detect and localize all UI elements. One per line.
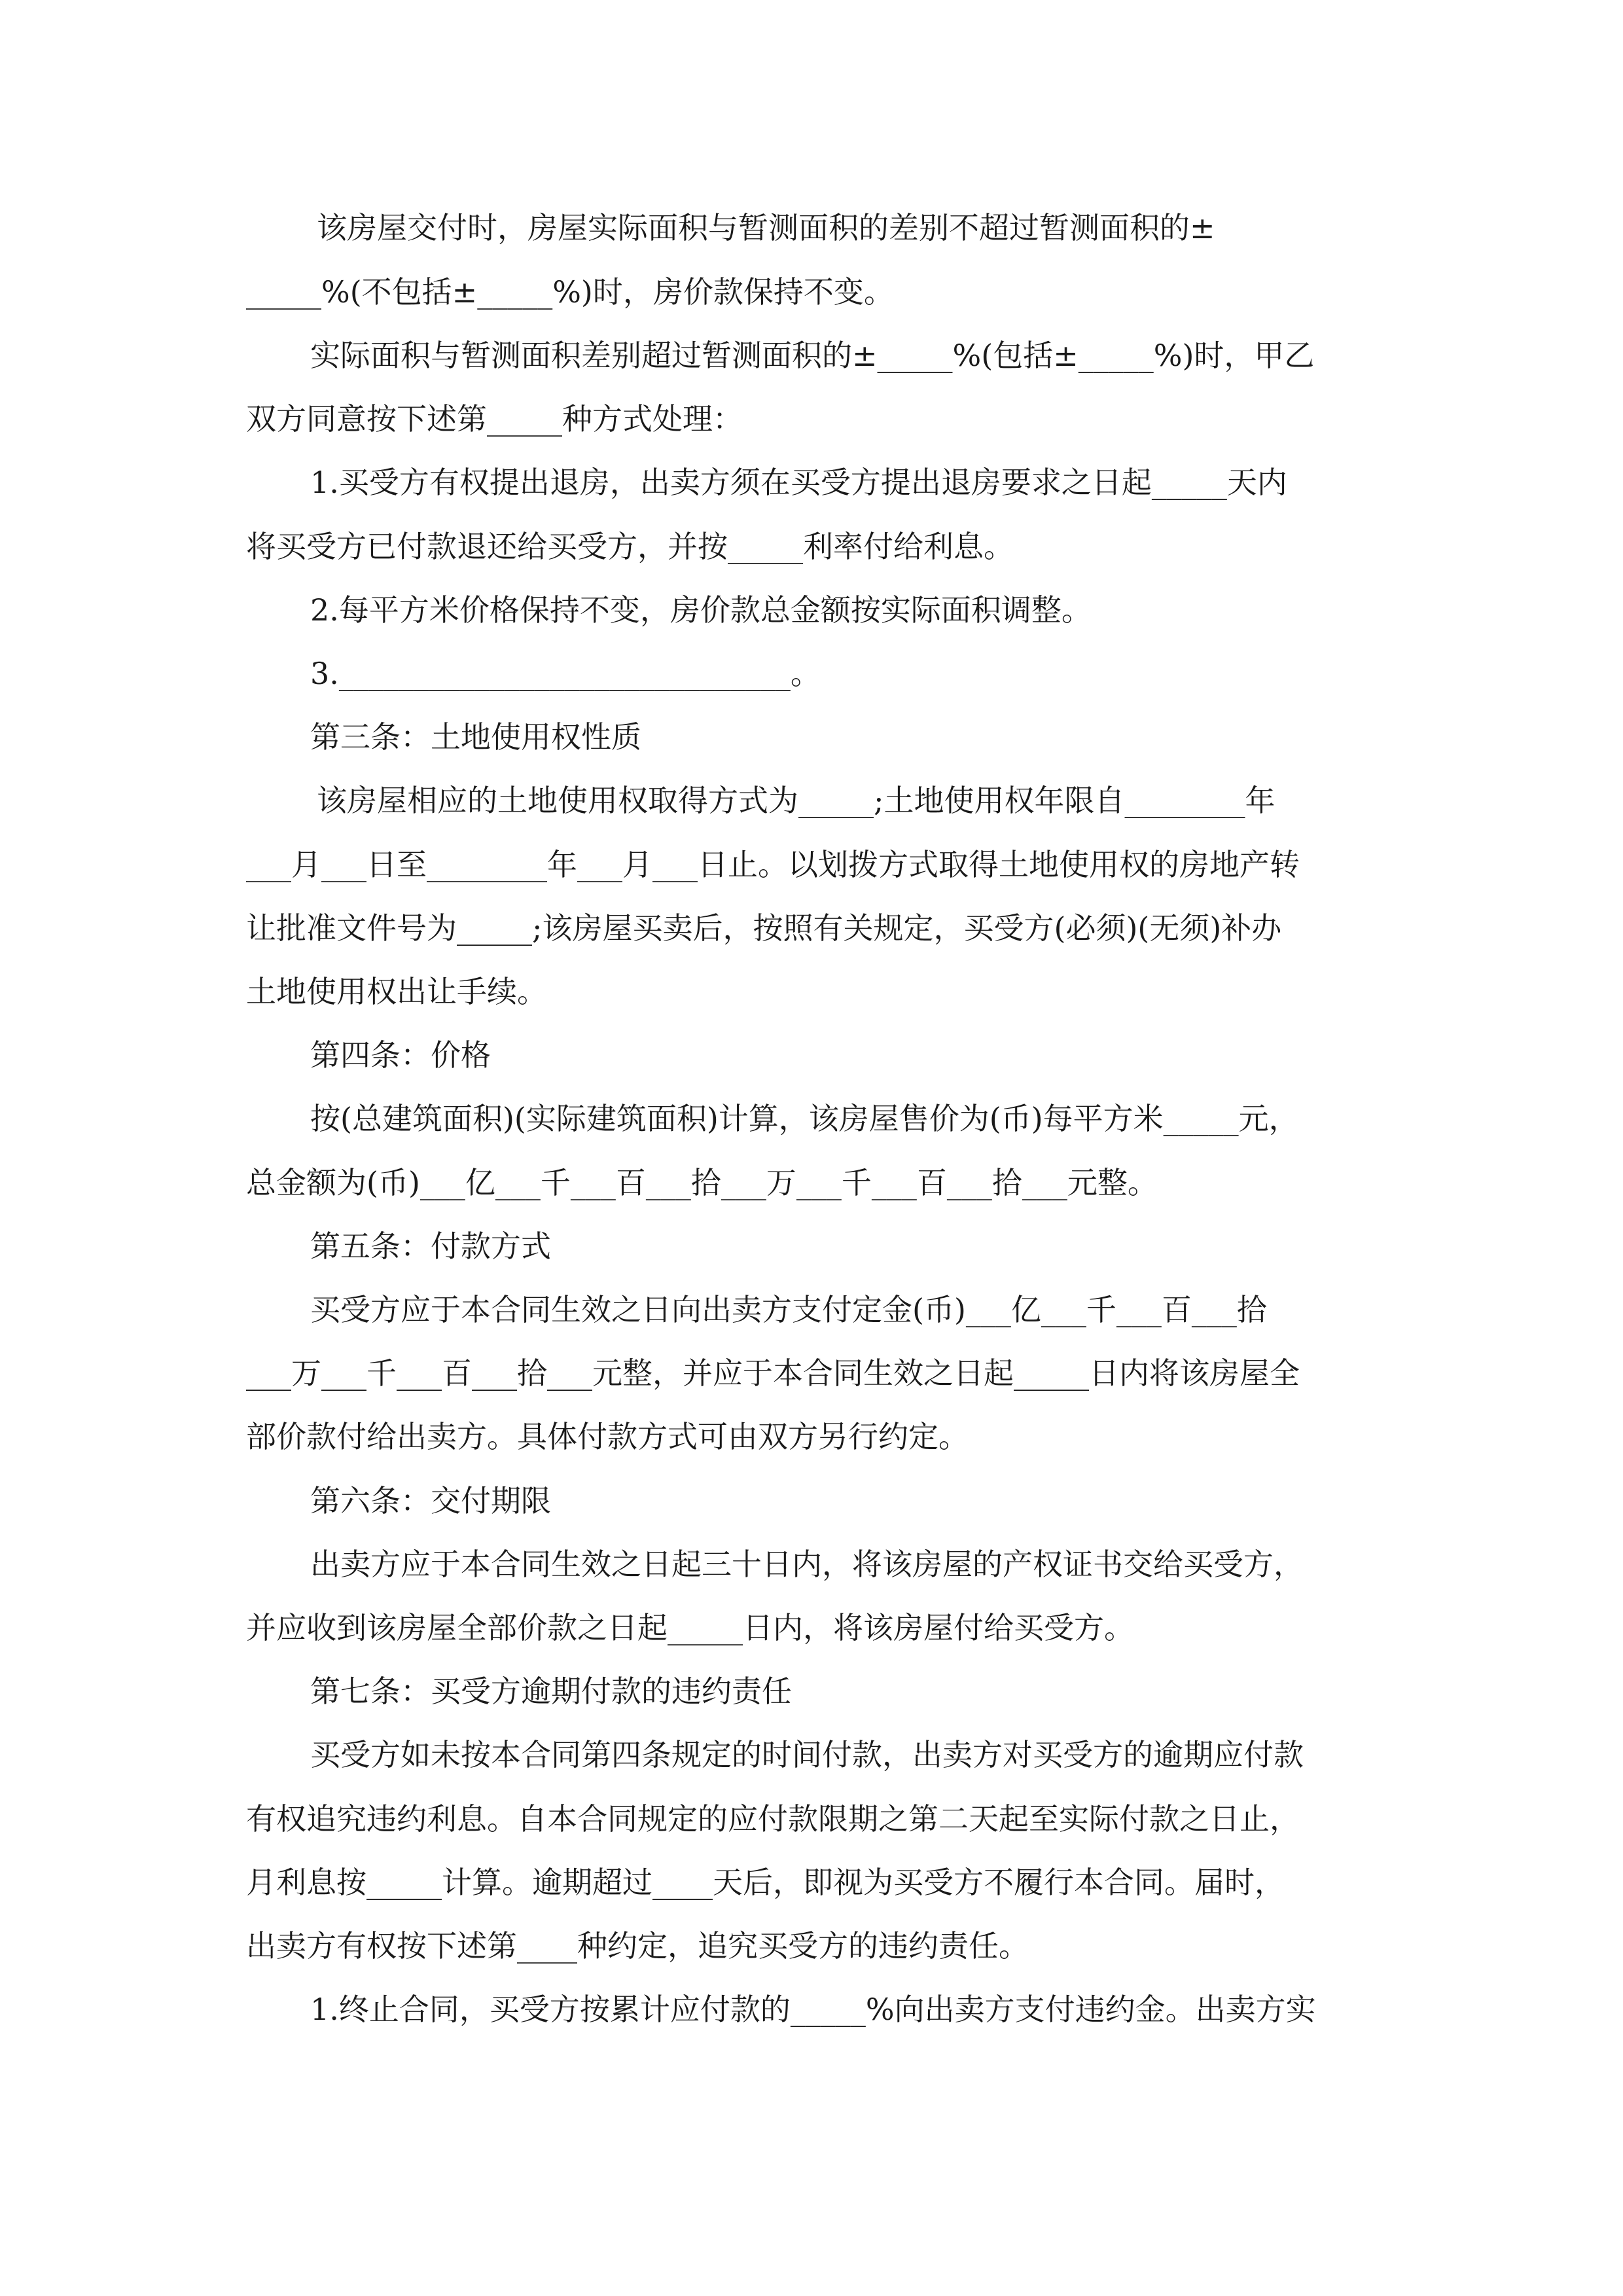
text-line: 1.买受方有权提出退房，出卖方须在买受方提出退房要求之日起_____天内 [310, 465, 1287, 500]
text-line: 出卖方有权按下述第____种约定，追究买受方的违约责任。 [246, 1928, 1029, 1964]
text-line: 并应收到该房屋全部价款之日起_____日内，将该房屋付给买受方。 [246, 1610, 1134, 1645]
text-line: 买受方应于本合同生效之日向出卖方支付定金(币)___亿___千___百___拾 [310, 1292, 1267, 1327]
text-line: 总金额为(币)___亿___千___百___拾___万___千___百___拾___元整。 [246, 1165, 1158, 1200]
text-line: 让批准文件号为_____;该房屋买卖后，按照有关规定，买受方(必须)(无须)补办 [246, 910, 1282, 946]
text-line: 将买受方已付款退还给买受方，并按_____利率付给利息。 [246, 529, 1014, 564]
section-heading: 第六条：交付期限 [310, 1483, 551, 1518]
text-line: 月利息按_____计算。逾期超过____天后，即视为买受方不履行本合同。届时， [246, 1865, 1285, 1900]
text-line: ___月___日至________年___月___日止。以划拨方式取得土地使用权的房地产转 [246, 847, 1300, 882]
text-line: 该房屋相应的土地使用权取得方式为_____;土地使用权年限自________年 [317, 783, 1275, 818]
text-line: 2.每平方米价格保持不变，房价款总金额按实际面积调整。 [310, 592, 1092, 628]
text-line: 双方同意按下述第_____种方式处理： [246, 401, 743, 437]
text-line: 3.______________________________。 [310, 656, 821, 691]
text-line: 出卖方应于本合同生效之日起三十日内，将该房屋的产权证书交给买受方， [310, 1547, 1304, 1582]
text-line: 部价款付给出卖方。具体付款方式可由双方另行约定。 [246, 1419, 969, 1454]
section-heading: 第五条：付款方式 [310, 1229, 551, 1264]
text-line: 土地使用权出让手续。 [246, 974, 547, 1009]
text-line: 买受方如未按本合同第四条规定的时间付款，出卖方对买受方的逾期应付款 [310, 1737, 1304, 1772]
section-heading: 第三条：土地使用权性质 [310, 719, 641, 755]
text-line: 该房屋交付时，房屋实际面积与暂测面积的差别不超过暂测面积的± [317, 210, 1215, 245]
text-line: _____%(不包括±_____%)时，房价款保持不变。 [246, 274, 894, 310]
text-line: 实际面积与暂测面积差别超过暂测面积的±_____%(包括±_____%)时，甲乙 [310, 338, 1315, 373]
section-heading: 第四条：价格 [310, 1037, 491, 1073]
text-line: 有权追究违约利息。自本合同规定的应付款限期之第二天起至实际付款之日止， [246, 1801, 1300, 1837]
section-heading: 第七条：买受方逾期付款的违约责任 [310, 1674, 792, 1709]
text-line: 按(总建筑面积)(实际建筑面积)计算，该房屋售价为(币)每平方米_____元， [310, 1101, 1299, 1136]
text-line: ___万___千___百___拾___元整，并应于本合同生效之日起_____日内将该房屋全 [246, 1355, 1300, 1391]
text-line: 1.终止合同，买受方按累计应付款的_____%向出卖方支付违约金。出卖方实 [310, 1992, 1316, 2027]
